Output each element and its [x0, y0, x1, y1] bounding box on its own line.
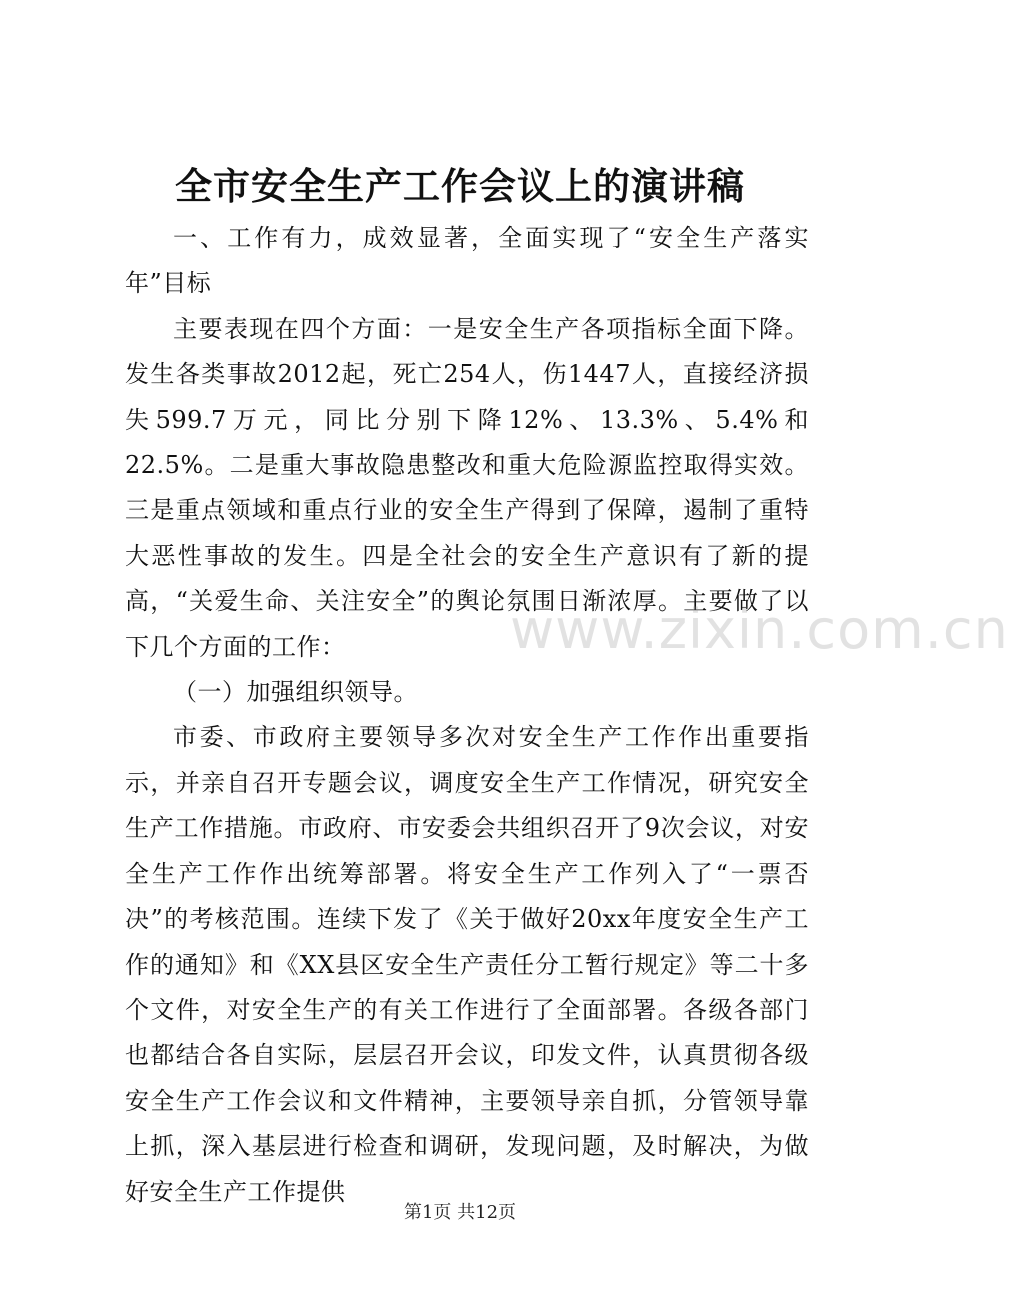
subsection-heading: （一）加强组织领导。	[173, 678, 418, 707]
document-body	[125, 216, 809, 1215]
paragraph: 主要表现在四个方面：一是安全生产各项指标全面下降。发生各类事故2012起，死亡254人，伤1447人，直接经济损失599.7万元，同比分别下降12%、13.3%、5.4%和22.5%。二是重大事故隐患整改和重大危险源监控取得实效。三是重点领域和重点行业的安全生产得到了保障，遏制了重特大恶性事故的发生。四是全社会的安全生产意识有了新的提高，“关爱生命、关注安全”的舆论氛围日渐浓厚。主要做了以下几个方面的工作：	[125, 314, 809, 661]
watermark: www.zixin.com.cn	[510, 598, 1009, 661]
section-heading: 一、工作有力，成效显著，全面实现了“安全生产落实年”目标	[125, 224, 809, 298]
paragraph: 市委、市政府主要领导多次对安全生产工作作出重要指示，并亲自召开专题会议，调度安全生产工作情况，研究安全生产工作措施。市政府、市安委会共组织召开了9次会议，对安全生产工作作出统筹部署。将安全生产工作列入了“一票否决”的考核范围。连续下发了《关于做好20xx年度安全生产工作的通知》和《XX县区安全生产责任分工暂行规定》等二十多个文件，对安全生产的有关工作进行了全面部署。各级各部门也都结合各自实际，层层召开会议，印发文件，认真贯彻各级安全生产工作会议和文件精神，主要领导亲自抓，分管领导靠上抓，深入基层进行检查和调研，发现问题，及时解决，为做好安全生产工作提供	[125, 723, 809, 1206]
document-title: 全市安全生产工作会议上的演讲稿	[175, 164, 745, 208]
page-footer: 第1页 共12页	[403, 1202, 517, 1223]
